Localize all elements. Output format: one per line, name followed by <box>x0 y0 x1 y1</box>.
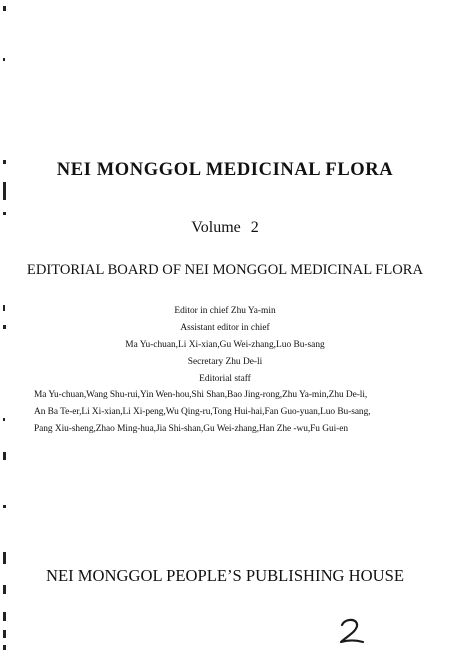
editorial-staff-line: Ma Yu-chuan,Wang Shu-rui,Yin Wen-hou,Shi Shan,Bao Jing-rong,Zhu Ya-min,Zhu De-li, <box>34 390 368 400</box>
editorial-board-heading: EDITORIAL BOARD OF NEI MONGGOL MEDICINAL FLORA <box>26 262 424 278</box>
handwritten-number-mark <box>336 616 366 646</box>
editor-in-chief: Editor in chief Zhu Ya-min <box>174 306 276 316</box>
secretary: Secretary Zhu De-li <box>187 357 263 367</box>
book-title: NEI MONGGOL MEDICINAL FLORA <box>56 160 394 180</box>
publisher-name: NEI MONGGOL PEOPLE’S PUBLISHING HOUSE <box>46 566 404 585</box>
editorial-staff-label: Editorial staff <box>199 374 251 384</box>
assistant-editors: Ma Yu-chuan,Li Xi-xian,Gu Wei-zhang,Luo Bu-sang <box>125 340 325 350</box>
volume-label: Volume <box>191 219 241 236</box>
volume-line <box>0 219 450 237</box>
assistant-editor-label: Assistant editor in chief <box>180 323 270 333</box>
editorial-staff-line: Pang Xiu-sheng,Zhao Ming-hua,Jia Shi-shan,Gu Wei-zhang,Han Zhe -wu,Fu Gui-en <box>34 424 348 434</box>
volume-number: 2 <box>250 219 259 236</box>
editorial-staff-line: An Ba Te-er,Li Xi-xian,Li Xi-peng,Wu Qing-ru,Tong Hui-hai,Fan Guo-yuan,Luo Bu-sang, <box>34 407 371 417</box>
